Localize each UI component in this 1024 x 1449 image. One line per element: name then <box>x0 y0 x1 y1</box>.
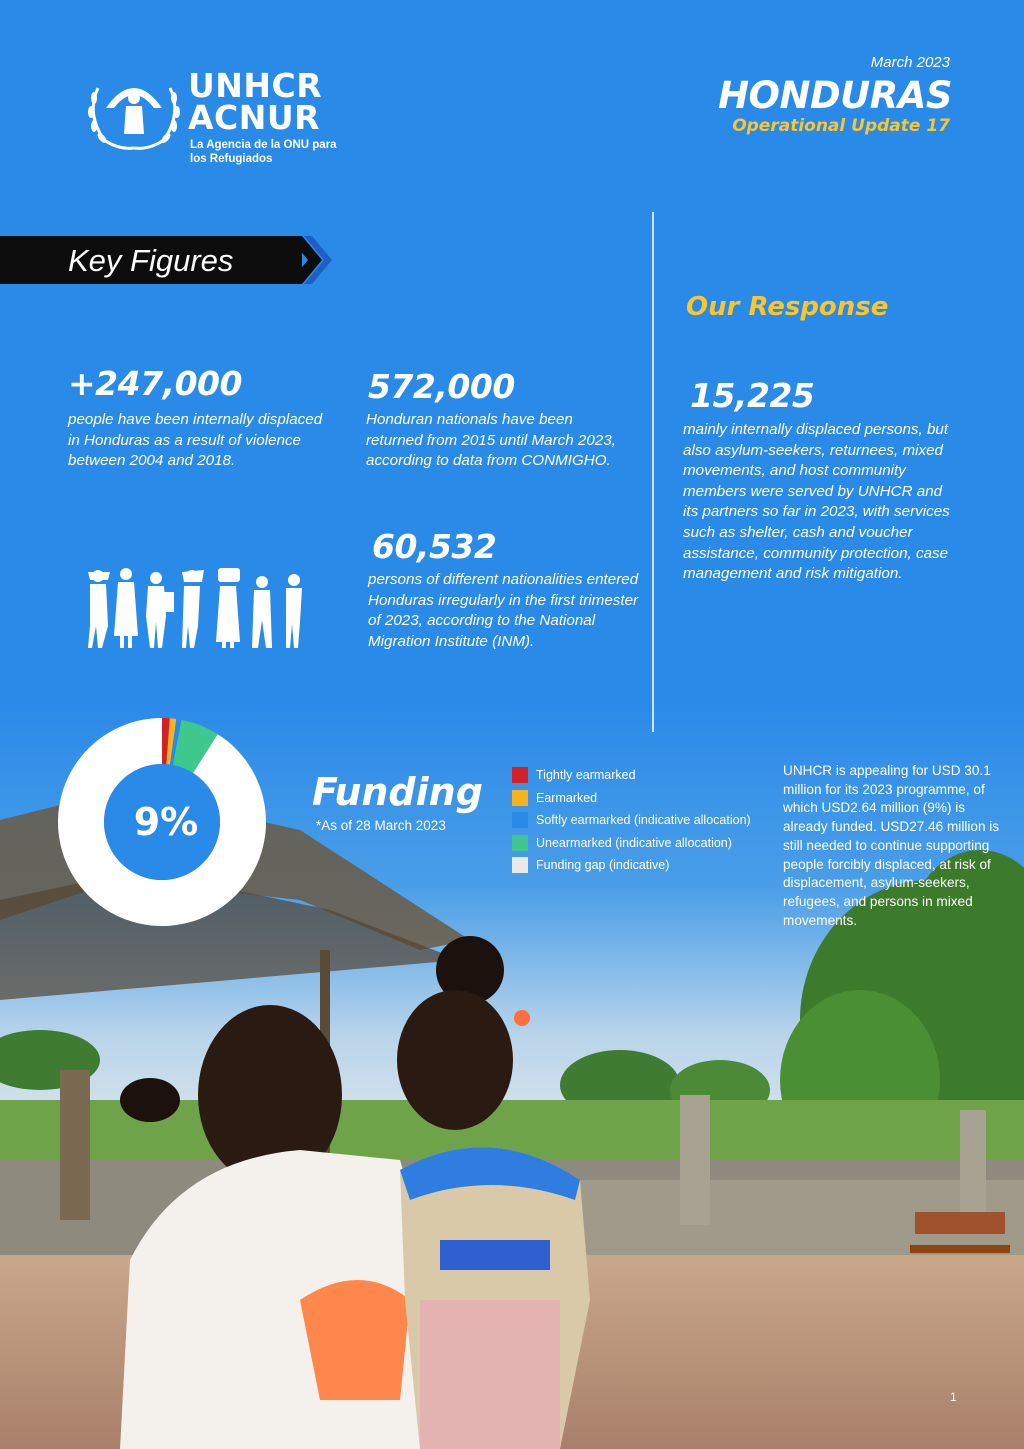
funding-legend <box>512 764 751 877</box>
funding-date-note: *As of 28 March 2023 <box>316 818 446 833</box>
legend-item <box>512 764 751 787</box>
figure-value: 572,000 <box>368 367 515 406</box>
logo-tagline: La Agencia de la ONU para los Refugiados <box>190 139 337 165</box>
legend-label: Tightly earmarked <box>536 768 636 783</box>
legend-swatch <box>512 857 528 873</box>
legend-item <box>512 832 751 855</box>
funding-appeal-text: UNHCR is appealing for USD 30.1 million for its 2023 programme, of which USD2.64 million (9%) is already funded. USD27.46 million is still needed to continue supporting people forcibly displaced, at risk of displacement, asylum-seekers, refugees, and persons in mixed movements. <box>783 763 1000 928</box>
page-number: 1 <box>950 1390 957 1404</box>
legend-swatch <box>512 790 528 806</box>
people-silhouettes-icon <box>84 566 310 650</box>
figure-text: people have been internally displaced in Honduras as a result of violence between 2004 and 2018. <box>68 411 323 470</box>
funding-title: Funding <box>312 770 483 814</box>
legend-swatch <box>512 835 528 851</box>
logo-acnur: ACNUR <box>188 98 321 137</box>
figure-value: +247,000 <box>68 364 242 403</box>
response-text: mainly internally displaced persons, but also asylum-seekers, returnees, mixed movements, and host community members were served by UNHCR and its partners so far in 2023, with services such as shelter, cash and voucher assistance, community protection, case management and risk mitigation. <box>683 421 950 583</box>
key-figures-title: Key Figures <box>68 243 234 278</box>
funding-percent-label: 9% <box>133 800 199 844</box>
legend-label: Funding gap (indicative) <box>536 858 670 873</box>
logo-wordmark <box>188 66 323 137</box>
report-country: HONDURAS <box>718 74 952 117</box>
figure-text: persons of different nationalities entered Honduras irregularly in the first trimester of 2023, according to the National Migration Institute (INM). <box>368 571 639 650</box>
report-date: March 2023 <box>870 54 950 71</box>
figure-value: 60,532 <box>372 527 497 566</box>
legend-label: Earmarked <box>536 790 598 805</box>
legend-swatch <box>512 767 528 783</box>
legend-label: Unearmarked (indicative allocation) <box>536 835 732 850</box>
legend-label: Softly earmarked (indicative allocation) <box>536 813 751 828</box>
legend-swatch <box>512 812 528 828</box>
legend-item <box>512 854 751 877</box>
legend-item <box>512 809 751 832</box>
unhcr-emblem-icon <box>84 68 184 152</box>
unhcr-logo <box>84 64 344 174</box>
response-title: Our Response <box>686 292 889 322</box>
chevron-right-icon <box>288 236 332 284</box>
legend-item <box>512 787 751 810</box>
report-subtitle: Operational Update 17 <box>732 116 950 136</box>
figure-text: Honduran nationals have been returned from 2015 until March 2023, according to data from CONMIGHO. <box>366 411 616 470</box>
logo-unhcr: UNHCR <box>188 66 323 105</box>
column-divider <box>652 212 654 732</box>
response-value: 15,225 <box>690 376 815 415</box>
